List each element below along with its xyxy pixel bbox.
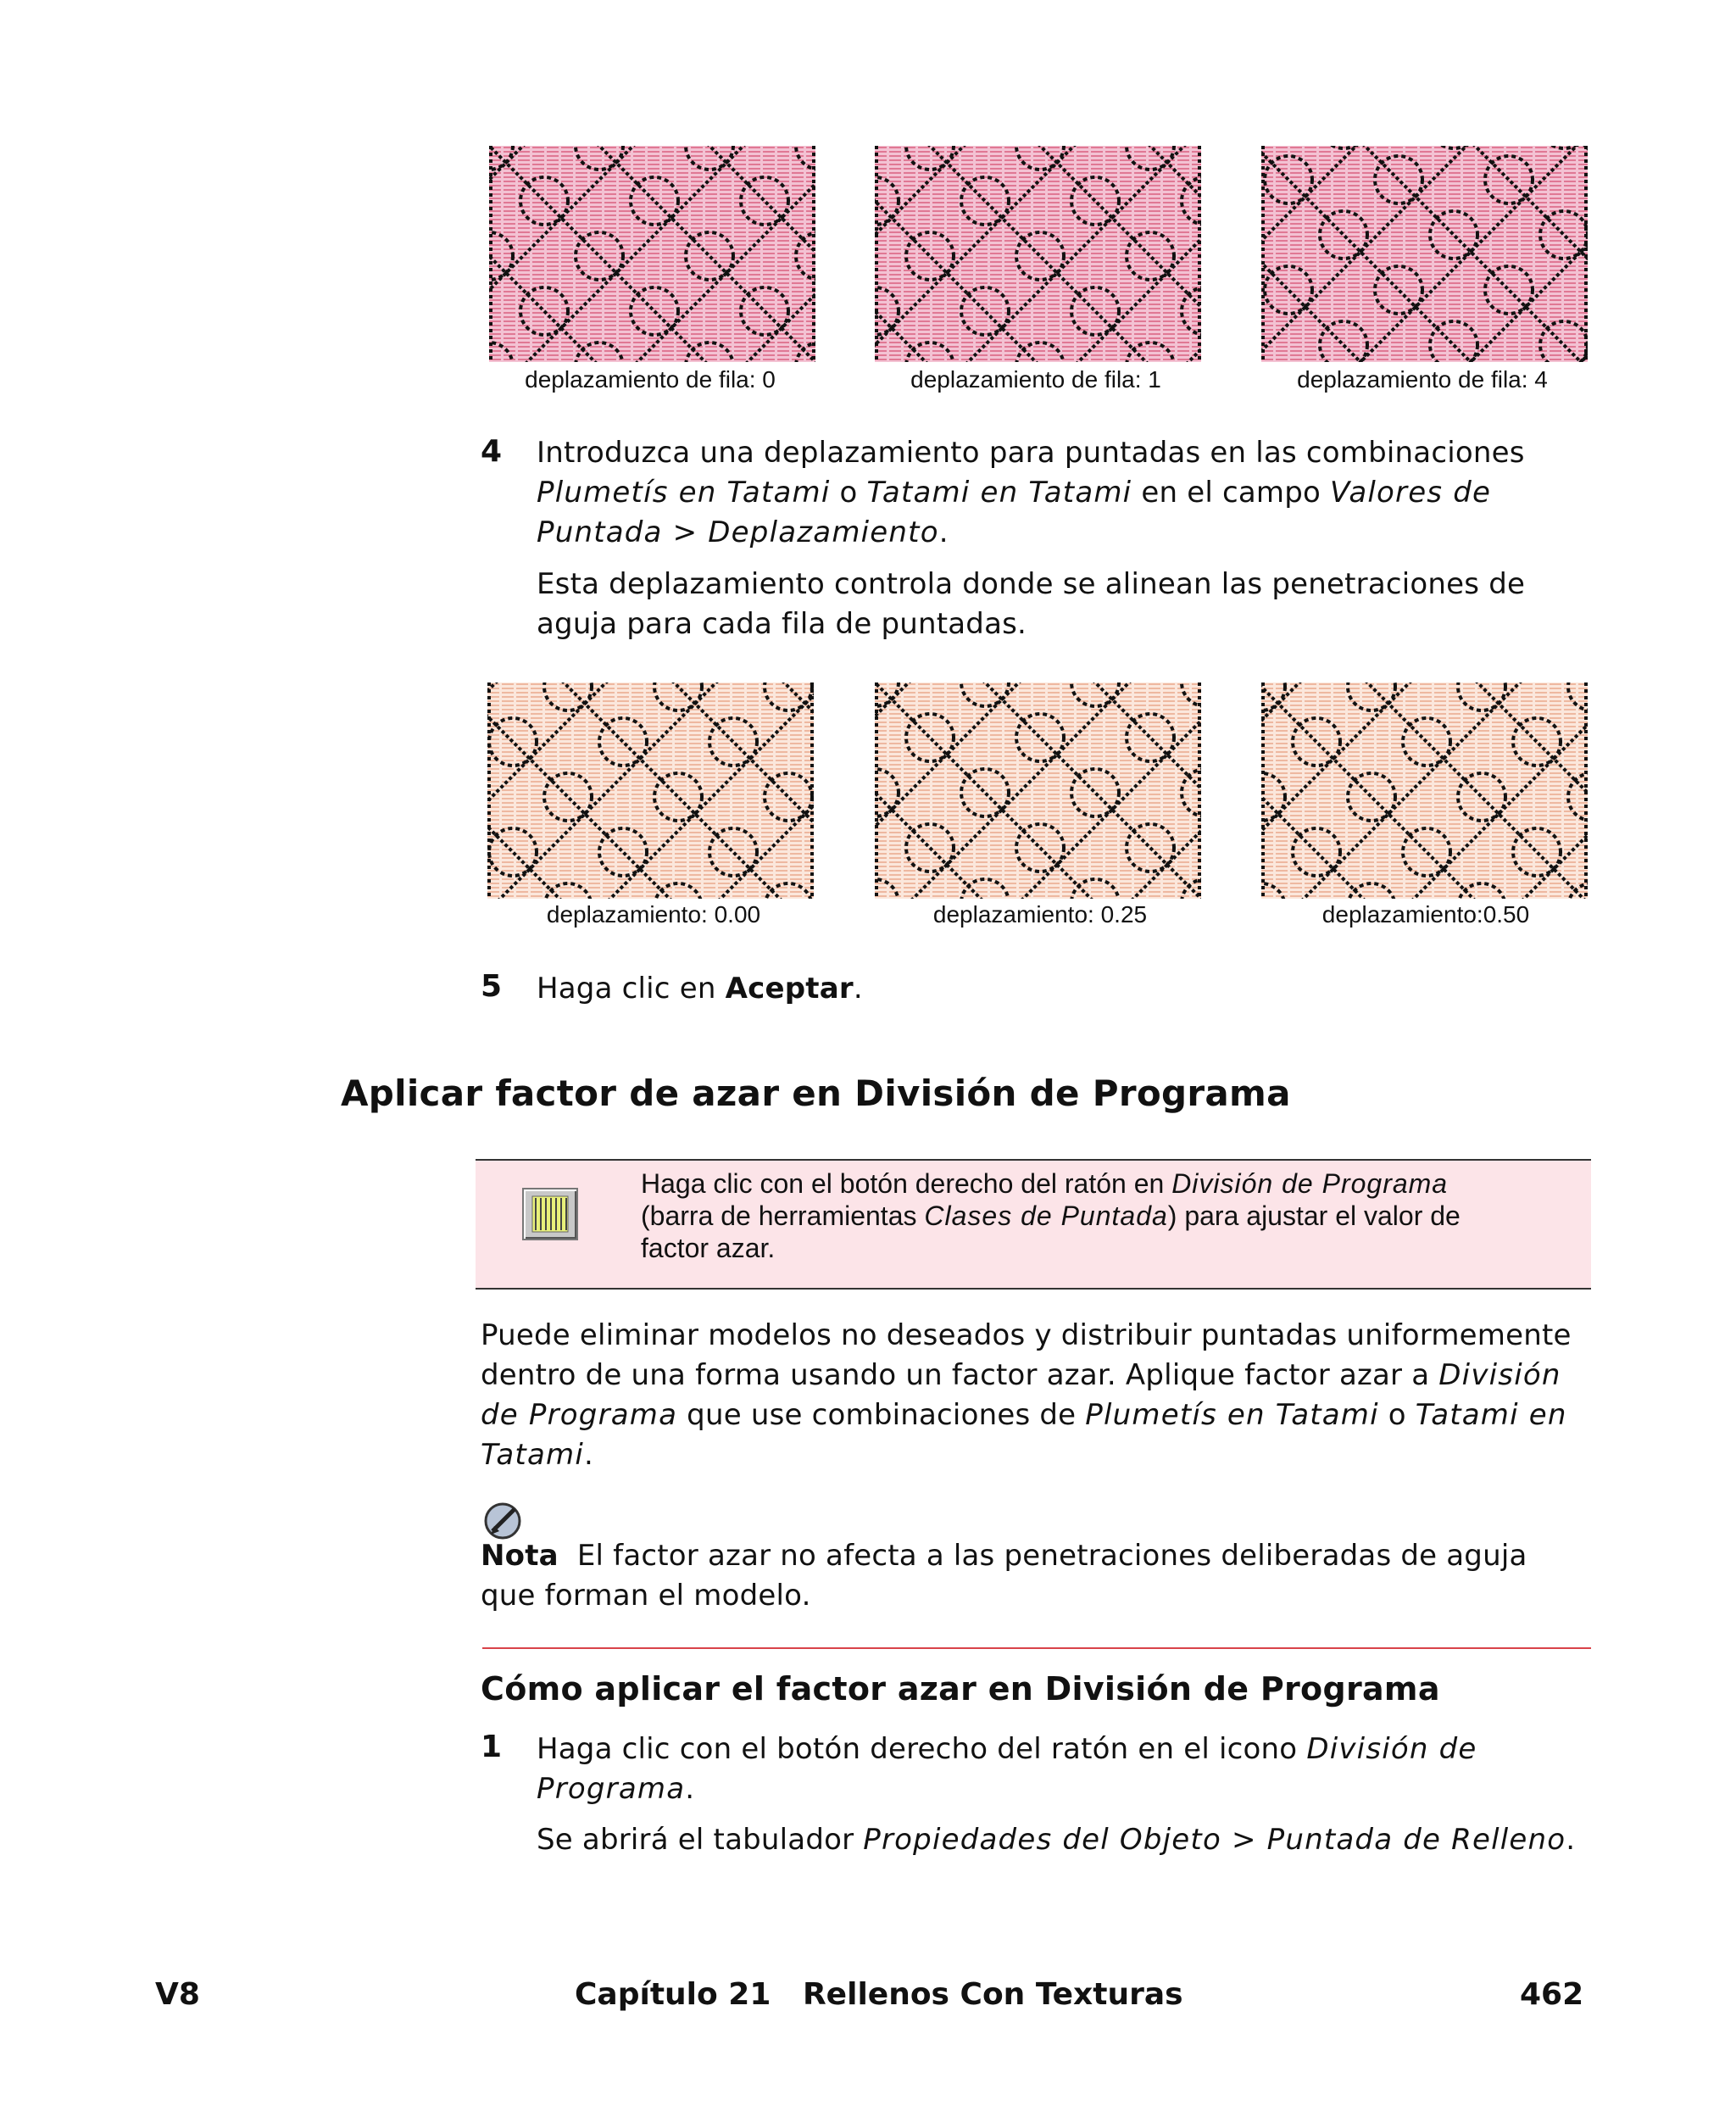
figure-row-offset-0	[489, 146, 815, 362]
step-number: 5	[481, 969, 503, 1004]
step-number: 1	[481, 1730, 503, 1764]
step-5-text: Haga clic en Aceptar.	[537, 972, 863, 1006]
figure-row-offset-4	[1261, 146, 1588, 362]
figure-caption: deplazamiento: 0.00	[546, 901, 761, 928]
tip-text: Haga clic con el botón derecho del ratón en División de Programa (barra de herramientas Clases de Puntada) para ajustar el valor de factor azar.	[641, 1168, 1461, 1263]
footer-center: Capítulo 21 Rellenos Con Texturas	[575, 1977, 1183, 2012]
program-split-icon	[522, 1188, 578, 1240]
tip-box	[476, 1159, 1591, 1290]
step-1-text: Haga clic con el botón derecho del ratón en el icono División de Programa.	[537, 1732, 1477, 1806]
figure-caption: deplazamiento de fila: 4	[1297, 366, 1548, 393]
main-paragraph: Puede eliminar modelos no deseados y distribuir puntadas uniformemente dentro de una forma usando un factor azar. Aplique factor azar a División de Programa que use combinaciones de Plumetís en Tatami o Tatami en Tatami.	[481, 1318, 1572, 1472]
step-number: 4	[481, 434, 503, 469]
subheading: Cómo aplicar el factor azar en División de Programa	[481, 1670, 1440, 1708]
figure-offset-0-50	[1261, 682, 1588, 899]
figure-offset-0-25	[875, 682, 1201, 899]
figure-caption: deplazamiento:0.50	[1321, 901, 1530, 928]
divider	[482, 1647, 1591, 1649]
step-4-text: Introduzca una deplazamiento para puntadas en las combinaciones Plumetís en Tatami o Tatami en Tatami en el campo Valores de Puntada > Deplazamiento.	[537, 436, 1525, 549]
figure-caption: deplazamiento de fila: 1	[910, 366, 1161, 393]
footer-left: V8	[155, 1977, 200, 2012]
figure-offset-0-00	[487, 682, 814, 899]
note-pencil-icon	[482, 1501, 525, 1541]
section-title: Aplicar factor de azar en División de Programa	[341, 1072, 1291, 1114]
note-text: Nota El factor azar no afecta a las penetraciones deliberadas de aguja que forman el modelo.	[481, 1539, 1527, 1613]
figure-caption: deplazamiento de fila: 0	[525, 366, 776, 393]
figure-caption: deplazamiento: 0.25	[932, 901, 1148, 928]
step-4-detail: Esta deplazamiento controla donde se alinean las penetraciones de aguja para cada fila de puntadas.	[537, 567, 1526, 641]
step-1-detail: Se abrirá el tabulador Propiedades del Objeto > Puntada de Relleno.	[537, 1823, 1576, 1857]
figure-row-offset-1	[875, 146, 1201, 362]
footer-page-number: 462	[1520, 1977, 1584, 2012]
